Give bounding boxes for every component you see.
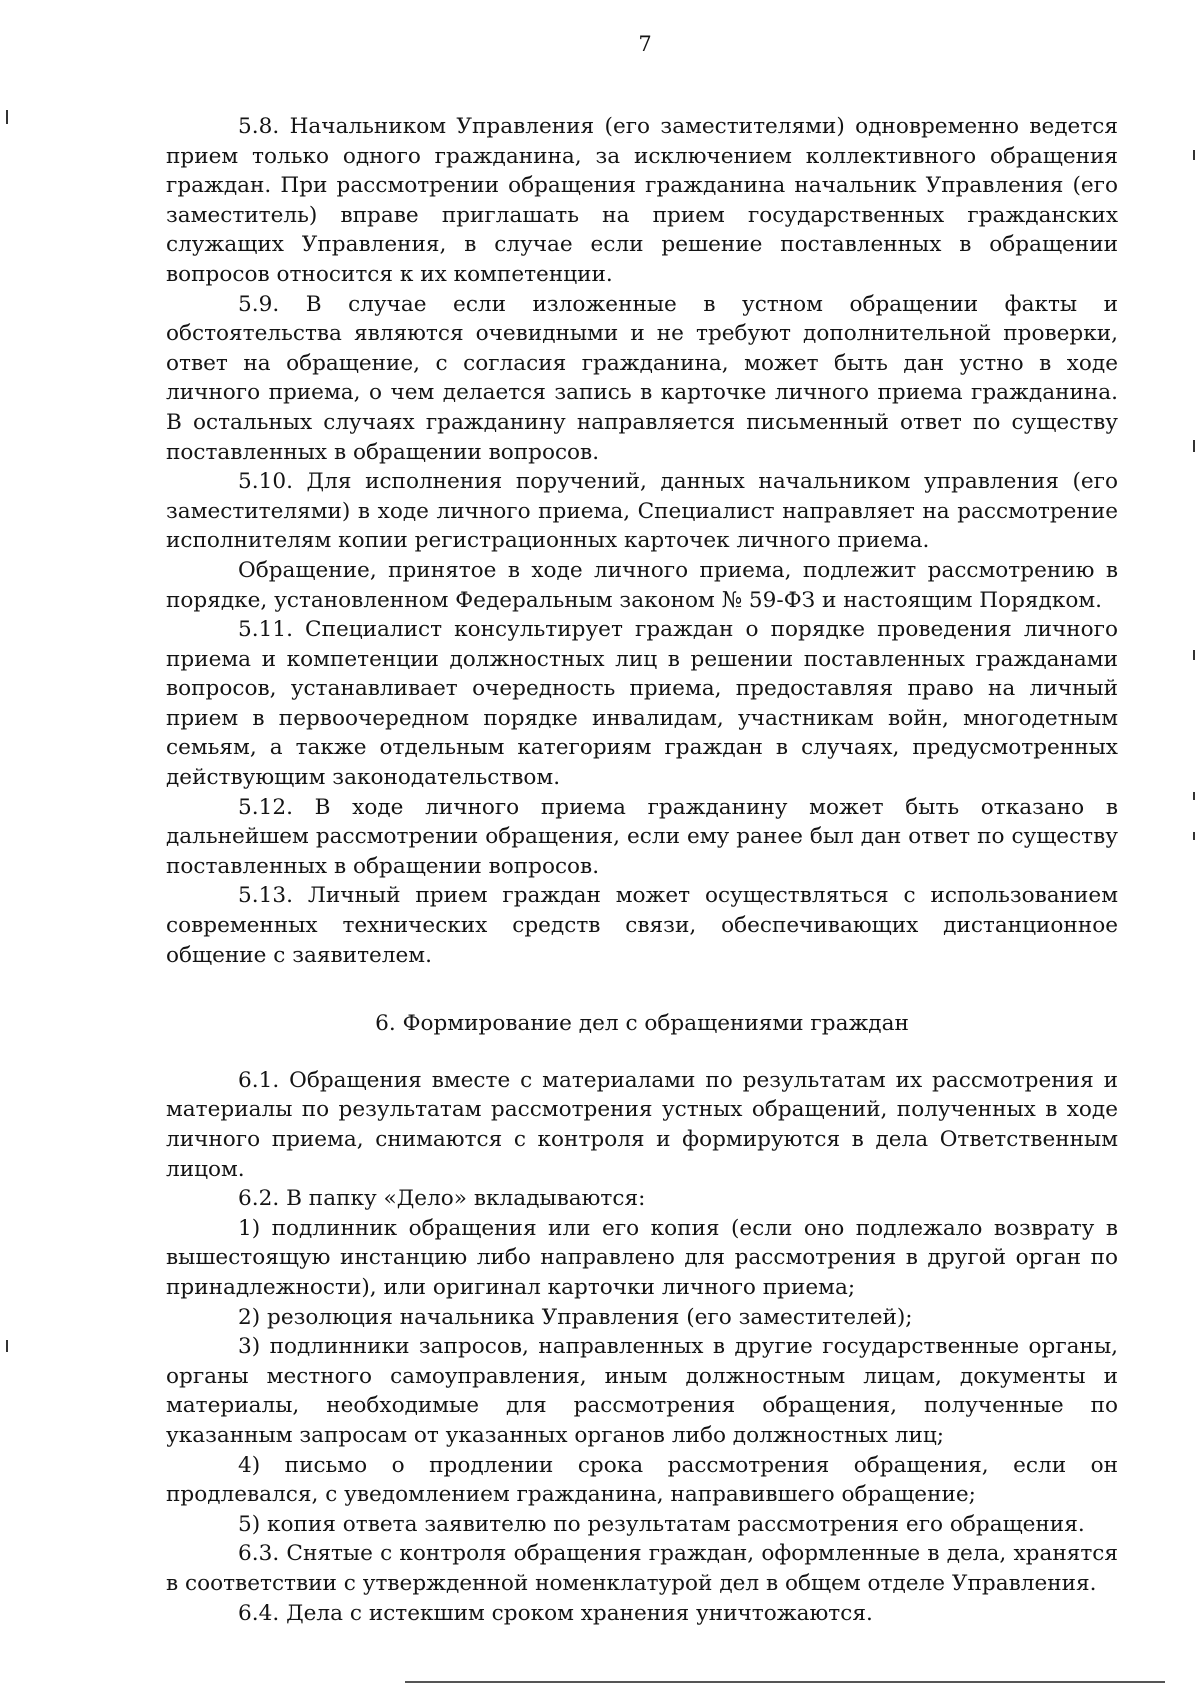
paragraph-5-9: 5.9. В случае если изложенные в устном обращении факты и обстоятельства являются очевидными и не требуют дополнительной проверки, ответ на обращение, с согласия гражданина, может быть дан устно в ходе личного приема, о чем делается запись в карточке личного приема гражданина. В остальных случаях гражданину направляется письменный ответ по существу поставленных в обращении вопросов. xyxy=(166,291,1118,465)
scan-mark-right-4 xyxy=(1193,792,1195,800)
page-number: 7 xyxy=(638,32,652,56)
scan-mark-right-5 xyxy=(1193,832,1195,840)
scan-mark-right-3 xyxy=(1193,650,1195,660)
paragraph-appeal-review: Обращение, принятое в ходе личного приема, подлежит рассмотрению в порядке, установленном Федеральным законом № 59-ФЗ и настоящим Порядком. xyxy=(166,557,1118,613)
scan-mark-left-top xyxy=(6,110,8,124)
document-body xyxy=(166,112,1118,1628)
paragraph-5-13: 5.13. Личный прием граждан может осуществляться с использованием современных технических средств связи, обеспечивающих дистанционное общение с заявителем. xyxy=(166,883,1118,968)
paragraph-5-11: 5.11. Специалист консультирует граждан о порядке проведения личного приема и компетенции должностных лиц в решении поставленных гражданами вопросов, устанавливает очередность приема, предоставляя право на личный прием в первоочередном порядке инвалидам, участникам войн, многодетным семьям, а также отдельным категориям граждан в случаях, предусмотренных действующим законодательством. xyxy=(166,617,1118,791)
paragraph-6-3: 6.3. Снятые с контроля обращения граждан, оформленные в дела, хранятся в соответствии с утвержденной номенклатурой дел в общем отделе Управления. xyxy=(166,1541,1118,1596)
list-item-4: 4) письмо о продлении срока рассмотрения обращения, если он продлевался, с уведомлением гражданина, направившего обращение; xyxy=(166,1452,1118,1508)
paragraph-5-10: 5.10. Для исполнения поручений, данных начальником управления (его заместителями) в ходе личного приема, Специалист направляет на рассмотрение исполнителям копии регистрационных карточек личного приема. xyxy=(166,469,1118,554)
paragraph-6-1: 6.1. Обращения вместе с материалами по результатам их рассмотрения и материалы по результатам рассмотрения устных обращений, полученных в ходе личного приема, снимаются с контроля и формируются в дела Ответственным лицом. xyxy=(166,1067,1118,1182)
scan-mark-right-1 xyxy=(1193,150,1195,160)
scan-mark-left-bottom xyxy=(6,1340,8,1352)
paragraph-5-8: 5.8. Начальником Управления (его заместителями) одновременно ведется прием только одного гражданина, за исключением коллективного обращения граждан. При рассмотрении обращения гражданина начальник Управления (его заместитель) вправе приглашать на прием государственных гражданских служащих Управления, в случае если решение поставленных в обращении вопросов относится к их компетенции. xyxy=(166,114,1118,287)
scan-mark-right-2 xyxy=(1193,440,1195,452)
list-item-5: 5) копия ответа заявителю по результатам рассмотрения его обращения. xyxy=(238,1511,1085,1537)
paragraph-5-12: 5.12. В ходе личного приема гражданину может быть отказано в дальнейшем рассмотрении обращения, если ему ранее был дан ответ по существу поставленных в обращении вопросов. xyxy=(166,794,1118,879)
section-heading: 6. Формирование дел с обращениями граждан xyxy=(375,1011,909,1037)
list-item-3: 3) подлинники запросов, направленных в другие государственные органы, органы местного самоуправления, иным должностным лицам, документы и материалы, необходимые для рассмотрения обращения, полученные по указанным запросам от указанных органов либо должностных лиц; xyxy=(166,1334,1118,1448)
list-item-1: 1) подлинник обращения или его копия (если оно подлежало возврату в вышестоящую инстанцию либо направлено для рассмотрения в другой орган по принадлежности), или оригинал карточки личного приема; xyxy=(166,1215,1118,1300)
paragraph-6-4: 6.4. Дела с истекшим сроком хранения уничтожаются. xyxy=(238,1600,873,1626)
bottom-edge-line xyxy=(405,1681,1165,1683)
paragraph-6-2: 6.2. В папку «Дело» вкладываются: xyxy=(238,1186,646,1212)
list-item-2: 2) резолюция начальника Управления (его заместителей); xyxy=(238,1304,913,1330)
